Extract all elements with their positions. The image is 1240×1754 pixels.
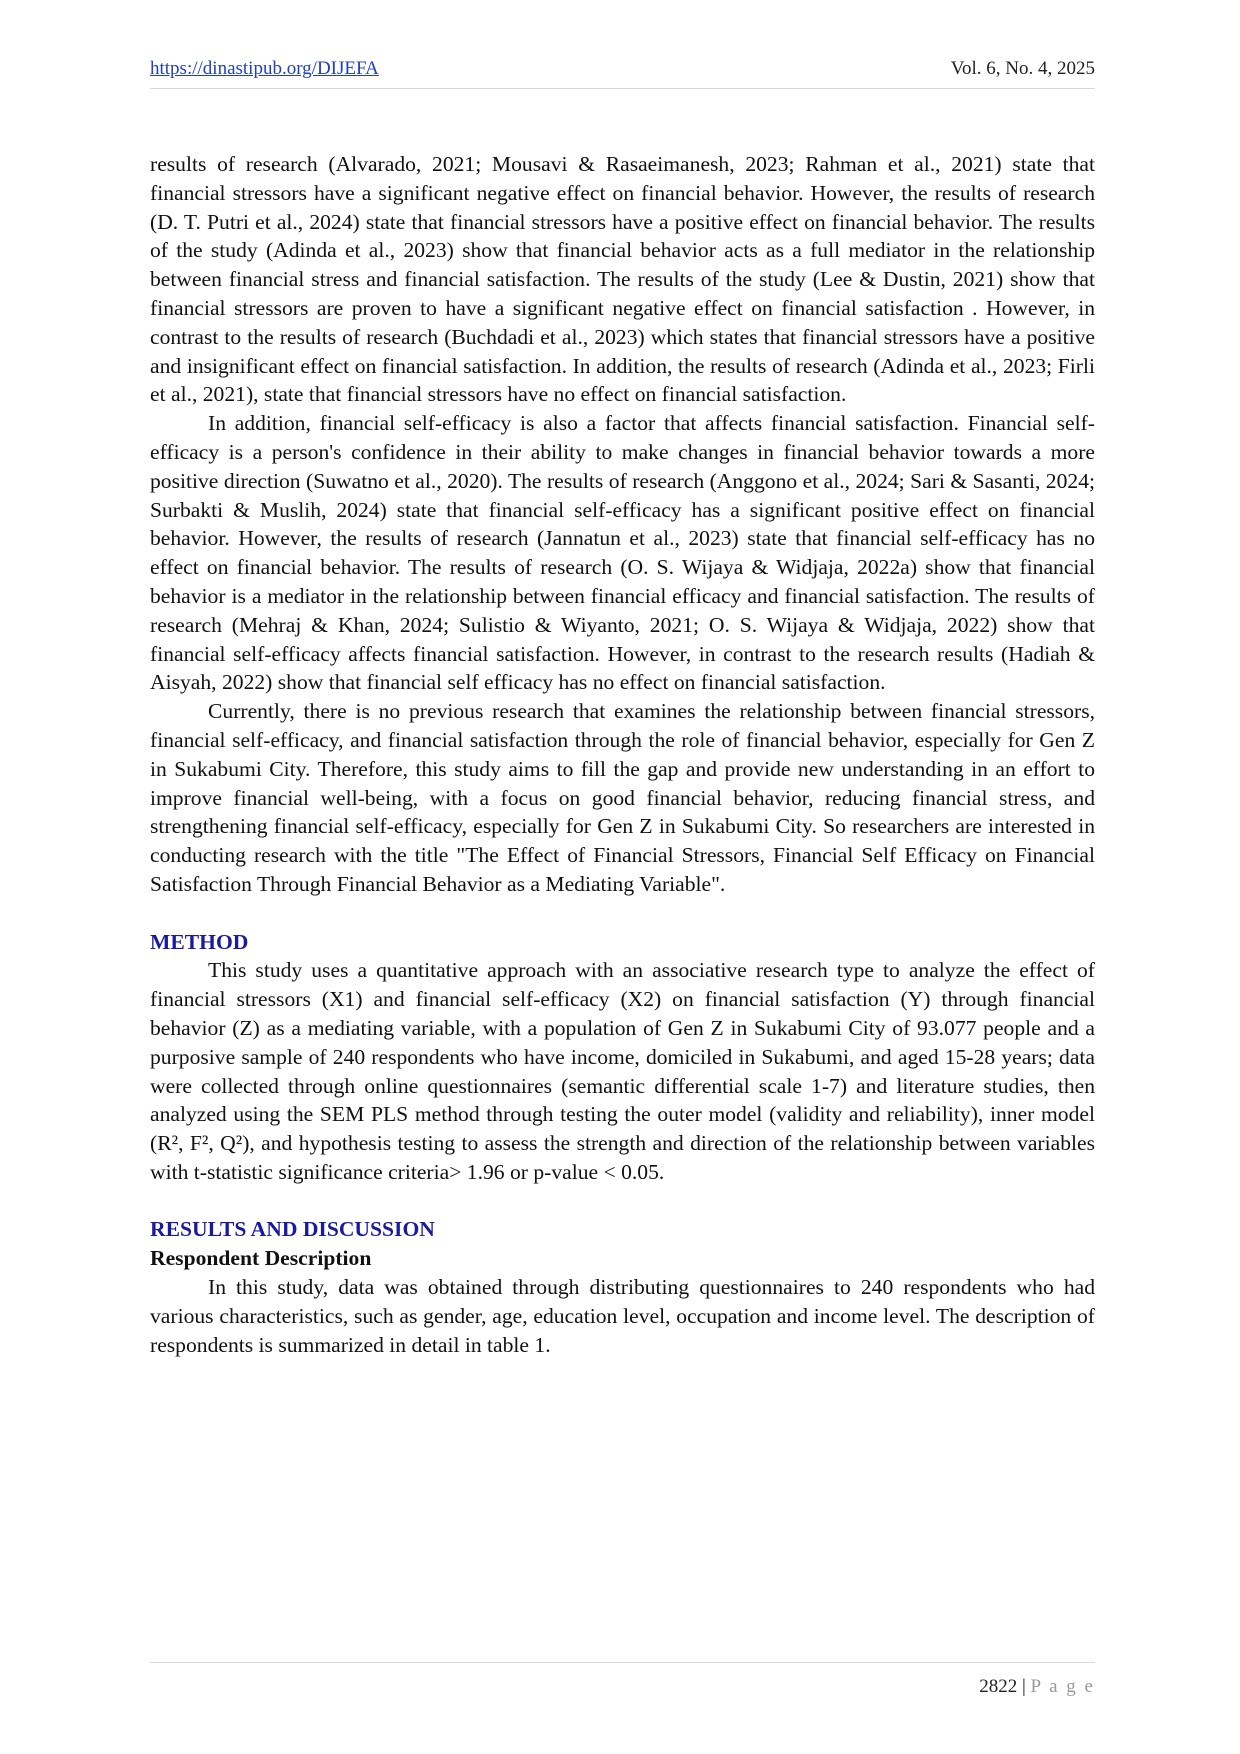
results-heading: RESULTS AND DISCUSSION [150, 1217, 435, 1242]
footer-separator: | [1021, 1676, 1026, 1697]
footer-divider [150, 1662, 1095, 1663]
page-header [150, 58, 1095, 80]
page-number: 2822 [979, 1676, 1018, 1697]
paragraph-respondent: In this study, data was obtained through distributing questionnaires to 240 respondents who had various characteristics, such as gender, age, education level, occupation and income level. The description of respondents is summarized in detail in table 1. [150, 1275, 1095, 1357]
paragraph-self-efficacy: In addition, financial self-efficacy is also a factor that affects financial satisfaction. Financial self-efficacy is a person's confidence in their ability to make changes in financial behavior towards a more positive direction (Suwatno et al., 2020). The results of research (Anggono et al., 2024; Sari & Sasanti, 2024; Surbakti & Muslih, 2024) state that financial self-efficacy has a significant positive effect on financial behavior. However, the results of research (Jannatun et al., 2023) state that financial self-efficacy has no effect on financial behavior. The results of research (O. S. Wijaya & Widjaja, 2022a) show that financial behavior is a mediator in the relationship between financial efficacy and financial satisfaction. The results of research (Mehraj & Khan, 2024; Sulistio & Wiyanto, 2021; O. S. Wijaya & Widjaja, 2022) show that financial self-efficacy affects financial satisfaction. However, in contrast to the research results (Hadiah & Aisyah, 2022) show that financial self efficacy has no effect on financial satisfaction. [150, 411, 1095, 695]
header-divider [150, 88, 1095, 89]
method-heading: METHOD [150, 929, 249, 954]
page-label: P a g e [1030, 1676, 1095, 1697]
paragraph-financial-stressors: results of research (Alvarado, 2021; Mousavi & Rasaeimanesh, 2023; Rahman et al., 2021) state that financial stressors have a significant negative effect on financial behavior. However, the results of research (D. T. Putri et al., 2024) state that financial stressors have a positive effect on financial behavior. The results of the study (Adinda et al., 2023) show that financial behavior acts as a full mediator in the relationship between financial stress and financial satisfaction. The results of the study (Lee & Dustin, 2021) show that financial stressors are proven to have a significant negative effect on financial satisfaction . However, in contrast to the results of research (Buchdadi et al., 2023) which states that financial stressors have a positive and insignificant effect on financial satisfaction. In addition, the results of research (Adinda et al., 2023; Firli et al., 2021), state that financial stressors have no effect on financial satisfaction. [150, 152, 1095, 407]
volume-info: Vol. 6, No. 4, 2025 [950, 58, 1095, 79]
respondent-subheading: Respondent Description [150, 1246, 372, 1271]
journal-url-link[interactable]: https://dinastipub.org/DIJEFA [150, 58, 379, 79]
spacer [150, 1187, 1095, 1216]
page-footer [979, 1676, 1095, 1698]
spacer [150, 899, 1095, 928]
paragraph-research-gap: Currently, there is no previous research that examines the relationship between financial stressors, financial self-efficacy, and financial satisfaction through the role of financial behavior, especially for Gen Z in Sukabumi City. Therefore, this study aims to fill the gap and provide new understanding in an effort to improve financial well-being, with a focus on good financial behavior, reducing financial stress, and strengthening financial self-efficacy, especially for Gen Z in Sukabumi City. So researchers are interested in conducting research with the title "The Effect of Financial Stressors, Financial Self Efficacy on Financial Satisfaction Through Financial Behavior as a Mediating Variable". [150, 699, 1095, 896]
paragraph-method: This study uses a quantitative approach with an associative research type to analyze the effect of financial stressors (X1) and financial self-efficacy (X2) on financial satisfaction (Y) through financial behavior (Z) as a mediating variable, with a population of Gen Z in Sukabumi City of 93.077 people and a purposive sample of 240 respondents who have income, domiciled in Sukabumi, and aged 15-28 years; data were collected through online questionnaires (semantic differential scale 1-7) and literature studies, then analyzed using the SEM PLS method through testing the outer model (validity and reliability), inner model (R², F², Q²), and hypothesis testing to assess the strength and direction of the relationship between variables with t-statistic significance criteria> 1.96 or p-value < 0.05. [150, 958, 1095, 1184]
article-body [150, 150, 1095, 1359]
